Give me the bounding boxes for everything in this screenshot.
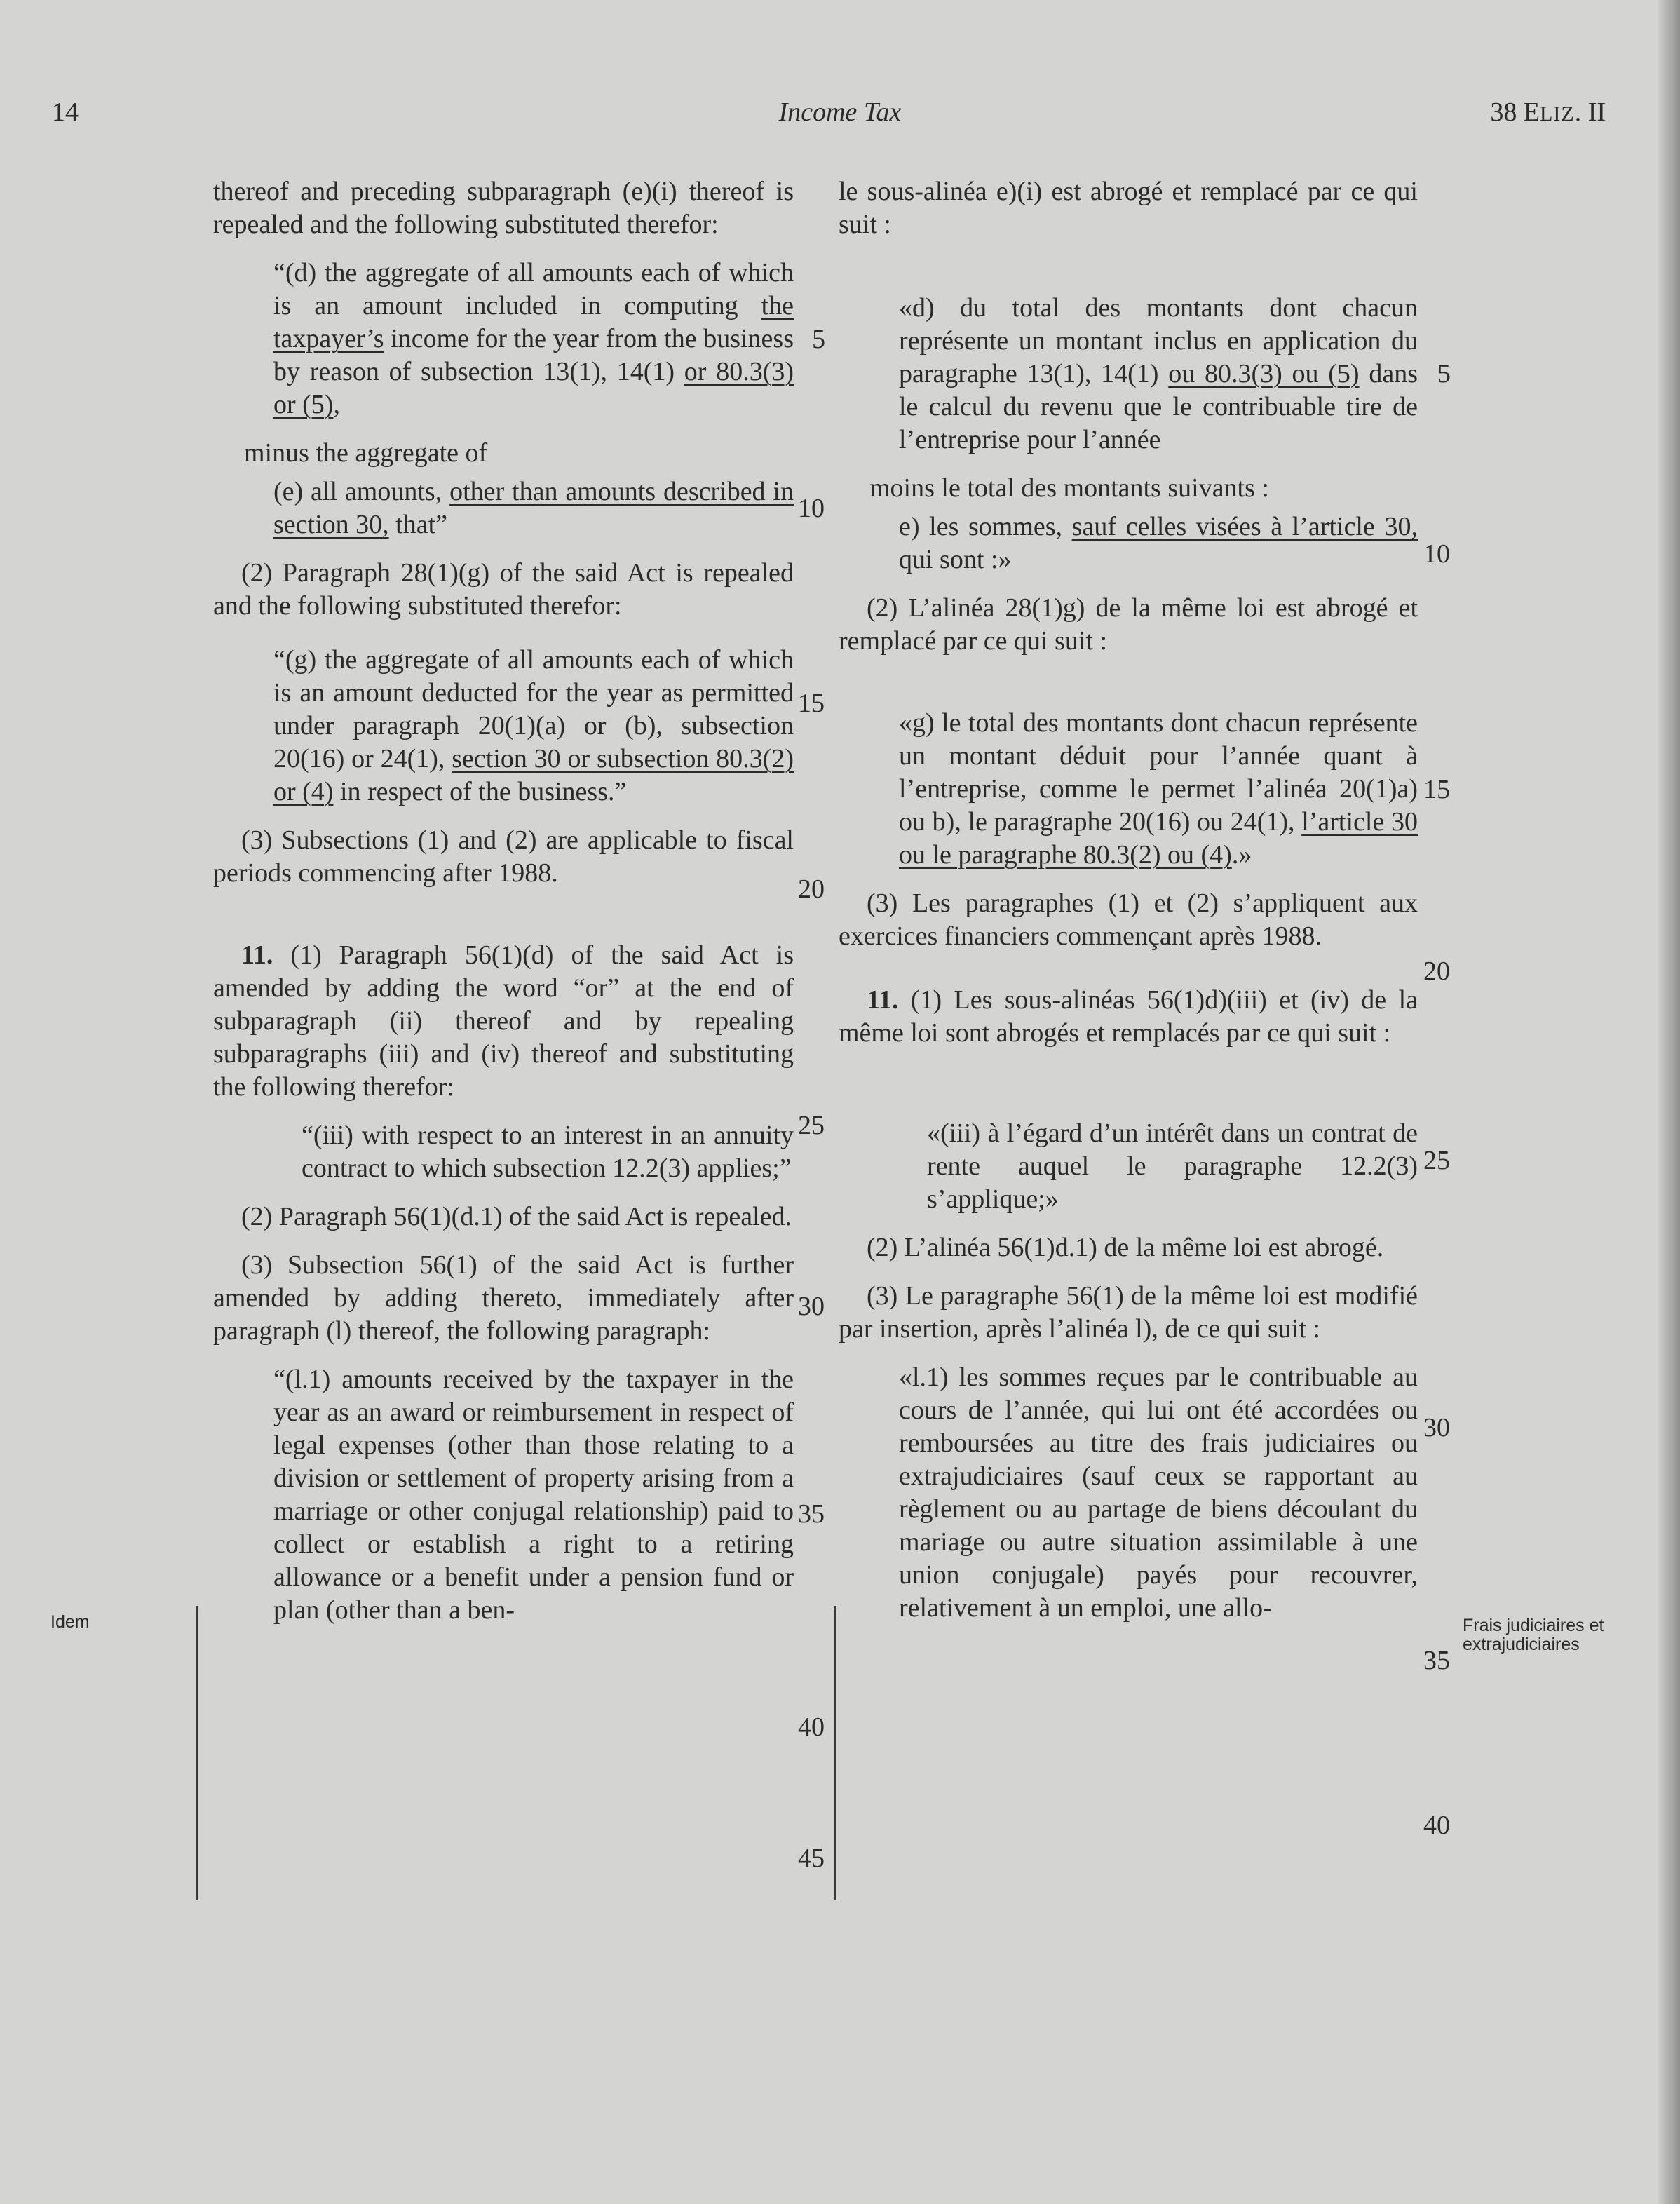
line-number-en: 10 xyxy=(798,494,825,523)
line-number-fr: 25 xyxy=(1423,1146,1450,1175)
en-para-5: (2) Paragraph 28(1)(g) of the said Act is repealed and the following substituted therefor: xyxy=(213,558,794,621)
regnal-year: 38 ELIZ. II xyxy=(1490,97,1606,127)
en-para-3: minus the aggregate of xyxy=(244,438,488,468)
line-number-en: 5 xyxy=(812,325,825,354)
en-para-11: (3) Subsection 56(1) of the said Act is further amended by adding thereto, immediately after paragraph (l) thereof, the following paragraph: xyxy=(213,1250,794,1346)
margin-note-right: Frais judiciaires et extrajudiciaires xyxy=(1463,1616,1604,1654)
fr-para-10: (2) L’alinéa 56(1)d.1) de la même loi est abrogé. xyxy=(867,1233,1384,1262)
page-number: 14 xyxy=(52,97,79,127)
fr-para-3: moins le total des montants suivants : xyxy=(869,473,1269,503)
english-column xyxy=(213,175,794,1642)
fr-para-2: «d) du total des montants dont chacun représente un montant inclus en application du paragraphe 13(1), 14(1) ou 80.3(3) ou (5) dans le calcul du revenu que le contribuable tire de l’entreprise pour l’année xyxy=(899,293,1418,454)
line-number-fr: 20 xyxy=(1423,956,1450,986)
en-para-9: “(iii) with respect to an interest in an annuity contract to which subsection 12.2(3) applies;” xyxy=(302,1121,794,1183)
line-number-en: 30 xyxy=(798,1292,825,1321)
fr-para-5: (2) L’alinéa 28(1)g) de la même loi est abrogé et remplacé par ce qui suit : xyxy=(839,593,1418,656)
line-number-en: 45 xyxy=(798,1844,825,1873)
en-para-7: (3) Subsections (1) and (2) are applicable to fiscal periods commencing after 1988. xyxy=(213,825,794,888)
line-number-en: 35 xyxy=(798,1499,825,1529)
en-para-4: (e) all amounts, other than amounts described in section 30, that” xyxy=(273,477,794,539)
change-bar-en xyxy=(196,1606,198,1900)
fr-para-6: «g) le total des montants dont chacun représente un montant déduit pour l’année quant à l’entreprise, comme le permet l’alinéa 20(1)a) ou b), le paragraphe 20(16) ou 24(1), l’article 30 ou le paragraphe 80.3(2) ou (4).» xyxy=(899,708,1418,870)
fr-para-9: «(iii) à l’égard d’un intérêt dans un contrat de rente auquel le paragraphe 12.2(3) s’applique;» xyxy=(927,1118,1418,1214)
line-number-en: 20 xyxy=(798,874,825,904)
en-para-8: 11. (1) Paragraph 56(1)(d) of the said Act is amended by adding the word “or” at the end of subparagraph (ii) thereof and by repealing subparagraphs (iii) and (iv) thereof and substituting the following therefor: xyxy=(213,940,794,1102)
margin-note-left: Idem xyxy=(50,1612,90,1632)
french-column xyxy=(839,175,1418,1640)
en-para-1: thereof and preceding subparagraph (e)(i) thereof is repealed and the following substituted therefor: xyxy=(213,177,794,239)
line-number-fr: 35 xyxy=(1423,1646,1450,1675)
change-bar-fr xyxy=(834,1606,836,1900)
page-edge-shadow xyxy=(1658,0,1680,2204)
fr-para-11: (3) Le paragraphe 56(1) de la même loi est modifié par insertion, après l’alinéa l), de ce qui suit : xyxy=(839,1281,1418,1344)
line-number-fr: 40 xyxy=(1423,1811,1450,1840)
fr-para-12: «l.1) les sommes reçues par le contribuable au cours de l’année, qui lui ont été accordées ou remboursées au titre des frais judiciaires ou extrajudiciaires (sauf ceux se rapportant au règlement ou au partage de biens découlant du mariage ou autre situation assimilable à une union conjugale) payés pour recouvrer, relativement à un emploi, une allo- xyxy=(899,1363,1418,1623)
line-number-en: 25 xyxy=(798,1111,825,1140)
line-number-fr: 10 xyxy=(1423,539,1450,569)
fr-para-4: e) les sommes, sauf celles visées à l’article 30, qui sont :» xyxy=(899,512,1418,574)
line-number-fr: 5 xyxy=(1437,359,1451,388)
en-para-12: “(l.1) amounts received by the taxpayer in the year as an award or reimbursement in respect of legal expenses (other than those relating to a division or settlement of property arising from a marriage or other conjugal relationship) paid to collect or establish a right to a retiring allowance or a benefit under a pension fund or plan (other than a ben- xyxy=(273,1365,794,1625)
line-number-en: 15 xyxy=(798,689,825,718)
fr-para-1: le sous-alinéa e)(i) est abrogé et remplacé par ce qui suit : xyxy=(839,177,1418,239)
line-number-en: 40 xyxy=(798,1712,825,1742)
line-number-fr: 15 xyxy=(1423,775,1450,804)
en-para-6: “(g) the aggregate of all amounts each of which is an amount deducted for the year as permitted under paragraph 20(1)(a) or (b), subsection 20(16) or 24(1), section 30 or subsection 80.3(2) or (4) in respect of the business.” xyxy=(273,645,794,806)
fr-para-7: (3) Les paragraphes (1) et (2) s’appliquent aux exercices financiers commençant après 1988. xyxy=(839,888,1418,951)
line-number-fr: 30 xyxy=(1423,1413,1450,1442)
en-para-10: (2) Paragraph 56(1)(d.1) of the said Act is repealed. xyxy=(241,1202,792,1231)
running-title: Income Tax xyxy=(778,97,902,127)
fr-para-8: 11. (1) Les sous-alinéas 56(1)d)(iii) et (iv) de la même loi sont abrogés et remplacés par ce qui suit : xyxy=(839,985,1418,1048)
en-para-2: “(d) the aggregate of all amounts each of which is an amount included in computing the taxpayer’s income for the year from the business by reason of subsection 13(1), 14(1) or 80.3(3) or (5), xyxy=(273,258,794,419)
